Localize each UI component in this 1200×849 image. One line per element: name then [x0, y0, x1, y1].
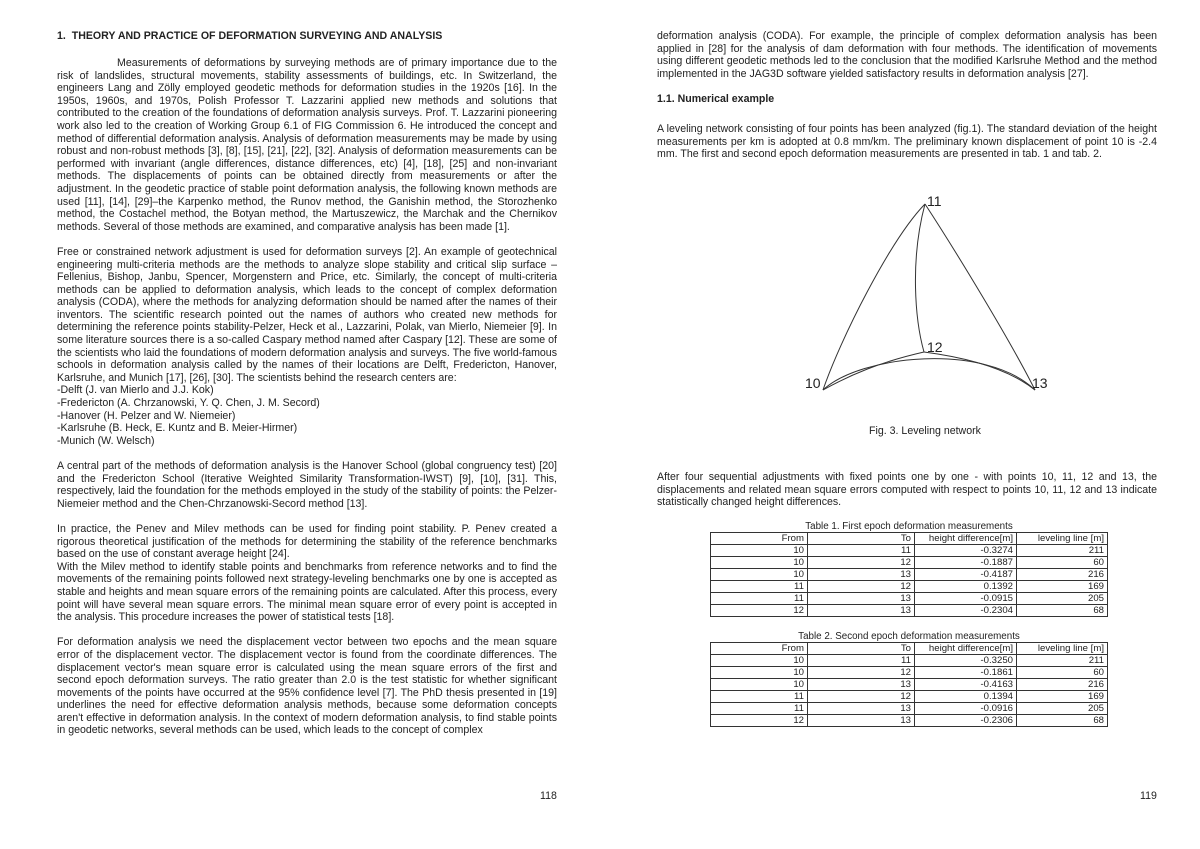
- cell-to: 13: [808, 703, 915, 715]
- right-column-intro: [657, 30, 1157, 80]
- table1-caption: Table 1. First epoch deformation measurements: [805, 521, 1013, 532]
- table1: [710, 532, 1108, 617]
- cell-to: 12: [808, 667, 915, 679]
- paragraph-coda: deformation analysis (CODA). For example, the principle of complex deformation analysis has been applied in [28] for the analysis of dam deformation with four methods. The identification of movements using different geodetic methods led to the conclusion that the modified Karlsruhe Method and the method implemented in the JAG3D software yielded satisfactory results in deformation analysis [27].: [657, 30, 1157, 80]
- cell-from: 11: [711, 691, 808, 703]
- cell-height-difference: 0.1394: [915, 691, 1017, 703]
- table-row: [711, 691, 1108, 703]
- table2-header-row: [711, 643, 1108, 655]
- cell-from: 10: [711, 557, 808, 569]
- table-row: [711, 667, 1108, 679]
- cell-to: 12: [808, 691, 915, 703]
- cell-leveling-line: 216: [1017, 679, 1108, 691]
- cell-height-difference: -0.3250: [915, 655, 1017, 667]
- cell-height-difference: -0.1887: [915, 557, 1017, 569]
- cell-height-difference: -0.4187: [915, 569, 1017, 581]
- cell-from: 11: [711, 703, 808, 715]
- cell-leveling-line: 205: [1017, 593, 1108, 605]
- cell-to: 13: [808, 715, 915, 727]
- table2: [710, 642, 1108, 727]
- figure-caption: Fig. 3. Leveling network: [869, 425, 981, 437]
- table-row: [711, 605, 1108, 617]
- right-column-example: [657, 123, 1157, 161]
- cell-from: 10: [711, 667, 808, 679]
- line-10-11: [823, 204, 925, 390]
- point-label-11: 11: [927, 193, 942, 209]
- table2-header-to: To: [808, 643, 915, 655]
- table-row: [711, 581, 1108, 593]
- table-row: [711, 593, 1108, 605]
- cell-height-difference: -0.0915: [915, 593, 1017, 605]
- paragraph-milev-method: With the Milev method to identify stable points and benchmarks from reference networks and to find the movements of the remaining points followed next strategy-leveling benchmarks one by one is accepted as stable and heights and mean square errors of the remaining points are calculated. After this process, every point will have several mean square errors. The minimal mean square error of every point is accepted in the analysis. This procedure increases the power of statistical tests [18].: [57, 560, 557, 624]
- school-fredericton: -Fredericton (A. Chrzanowski, Y. Q. Chen, J. M. Secord): [57, 397, 320, 410]
- cell-leveling-line: 60: [1017, 557, 1108, 569]
- table-row: [711, 679, 1108, 691]
- table1-header-to: To: [808, 533, 915, 545]
- table1-block: [710, 521, 1108, 617]
- cell-from: 11: [711, 581, 808, 593]
- cell-from: 12: [711, 715, 808, 727]
- right-page: [600, 0, 1200, 849]
- table-row: [711, 545, 1108, 557]
- table1-header-from: From: [711, 533, 808, 545]
- cell-leveling-line: 68: [1017, 605, 1108, 617]
- table1-header-leveling-line: leveling line [m]: [1017, 533, 1108, 545]
- cell-from: 12: [711, 605, 808, 617]
- cell-from: 10: [711, 569, 808, 581]
- line-11-13: [925, 204, 1035, 390]
- cell-to: 12: [808, 557, 915, 569]
- cell-height-difference: -0.2304: [915, 605, 1017, 617]
- right-column-after: [657, 471, 1157, 509]
- table-row: [711, 715, 1108, 727]
- school-karlsruhe: -Karlsruhe (B. Heck, E. Kuntz and B. Meier-Hirmer): [57, 422, 298, 435]
- paragraph-network-adjustment: Free or constrained network adjustment is used for deformation surveys [2]. An example of geotechnical engineering multi-criteria methods are the methods to analyze slope stability and critical slip surface – Fellenius, Bishop, Janbu, Spencer, Morgenstern and Price, etc. Similarly, the concept of multi-criteria methods can be applied to deformation analysis, which leads to the concept of complex deformation analysis (CODA), where the methods for analyzing deformation should be named after the names of their inventors. The scientific research pointed out the names of authors who created new methods for determining the reference points stability-Pelzer, Heck et al., Lazzarini, Polak, van Mierlo, Niemeier [9]. In some literature sources there is a so-called Caspary method named after Caspary [12]. These are some of the scientists who laid the foundations of modern deformation analysis and surveys. The five world-famous schools in deformation analysis called by the names of their locations are Delft, Fredericton, Hanover, Karlsruhe, and Munich [17], [26], [30]. The scientists behind the research centers are:: [57, 245, 557, 384]
- table-row: [711, 703, 1108, 715]
- cell-leveling-line: 211: [1017, 655, 1108, 667]
- cell-leveling-line: 169: [1017, 691, 1108, 703]
- table2-header-height-difference: height difference[m]: [915, 643, 1017, 655]
- page-number: 118: [540, 790, 557, 802]
- paragraph-adjustments: After four sequential adjustments with fixed points one by one - with points 10, 11, 12 and 13, the displacements and related mean square errors computed with respect to points 10, 11, 12 and 13 indicate statistically changed height differences.: [657, 471, 1157, 509]
- table1-header-row: [711, 533, 1108, 545]
- paragraph-intro: Measurements of deformations by surveying methods are of primary importance due to the risk of landslides, structural movements, stability assessments of buildings, etc. In Switzerland, the engineers Lang and Zölly employed geodetic methods for deformation studies in the 1920s [16]. In the 1950s, 1960s, and 1970s, Polish Professor T. Lazzarini applied new methods and solutions that contributed to the creation of the foundations of deformation analysis surveys. Prof. T. Lazzarini pioneering work also led to the creation of Working Group 6.1 of FIG Commission 6. He introduced the concept and method of differential deformation analysis. Analysis of deformation measurements may be made by using robust and non-robust methods [3], [8], [15], [21], [22], [32]. Analysis of deformation measurements can be performed with invariant (angle differences, distance differences, etc) [4], [18], [25] and non-invariant methods. The displacements of points can be obtained directly from measurements or after the adjustment. In the geodetic practice of stable point deformation analysis, the following known methods are used [11], [14], [29]–the Karpenko method, the Runov method, the Ganishin method, the Storozhenko method, the Costachel method, the Botyan method, the Martuszewicz, the Marchak and the Chernikov methods. Several of those methods are examined, and comparative analysis has been made [1].: [57, 57, 557, 233]
- cell-from: 10: [711, 679, 808, 691]
- cell-from: 10: [711, 545, 808, 557]
- cell-to: 13: [808, 679, 915, 691]
- table2-header-leveling-line: leveling line [m]: [1017, 643, 1108, 655]
- paragraph-numerical-example: A leveling network consisting of four points has been analyzed (fig.1). The standard deviation of the height measurements per km is adopted at 0.8 mm/km. The preliminary known displacement of point 10 is -2.4 mm. The first and second epoch deformation measurements are presented in tab. 1 and tab. 2.: [657, 123, 1157, 161]
- table2-header-from: From: [711, 643, 808, 655]
- cell-height-difference: -0.3274: [915, 545, 1017, 557]
- table-row: [711, 569, 1108, 581]
- paragraph-penev-milev: In practice, the Penev and Milev methods can be used for finding point stability. P. Penev created a rigorous theoretical justification of the methods for determining the stability of the reference benchmarks based on the use of constant average height [24].: [57, 522, 557, 561]
- cell-from: 10: [711, 655, 808, 667]
- table2-block: [710, 631, 1108, 727]
- cell-to: 13: [808, 605, 915, 617]
- school-hanover: -Hanover (H. Pelzer and W. Niemeier): [57, 409, 236, 422]
- cell-leveling-line: 68: [1017, 715, 1108, 727]
- school-munich: -Munich (W. Welsch): [57, 434, 155, 447]
- point-label-10: 10: [805, 375, 821, 391]
- school-delft: -Delft (J. van Mierlo and J.J. Kok): [57, 384, 214, 397]
- cell-leveling-line: 216: [1017, 569, 1108, 581]
- cell-to: 11: [808, 545, 915, 557]
- cell-height-difference: -0.4163: [915, 679, 1017, 691]
- cell-leveling-line: 60: [1017, 667, 1108, 679]
- cell-height-difference: 0.1392: [915, 581, 1017, 593]
- point-label-12: 12: [927, 339, 943, 355]
- cell-height-difference: -0.2306: [915, 715, 1017, 727]
- paragraph-displacement-vector: For deformation analysis we need the displacement vector between two epochs and the mean square error of the displacement vector. The displacement vector is found from the coordinate differences. The displacement vector's mean square error is calculated using the mean square errors of the first and second epoch deformation surveys. The ratio greater than 2.0 is the test statistic for whether significant movements of the points have occurred at the 95% confidence level [7]. The PhD thesis presented in [19] underlines the need for effective deformation analysis methods, because some deformation concepts aren't effective in deformation analysis. In the context of modern deformation analysis, to find stable points in geodetic networks, several methods can be used, which leads to the concept of complex: [57, 636, 557, 737]
- cell-leveling-line: 211: [1017, 545, 1108, 557]
- page-number: 119: [1140, 790, 1157, 802]
- cell-leveling-line: 169: [1017, 581, 1108, 593]
- paragraph-hanover-school: A central part of the methods of deformation analysis is the Hanover School (global congruency test) [20] and the Fredericton School (Iterative Weighted Similarity Transformation-IWST) [9], [10], [31]. This, respectively, laid the foundation for the methods employed in the study of the stability of points: the Pelzer-Niemeier method and the Chen-Chrzanowski-Secord method [13].: [57, 460, 557, 510]
- cell-to: 13: [808, 593, 915, 605]
- table-row: [711, 655, 1108, 667]
- table2-caption: Table 2. Second epoch deformation measurements: [798, 631, 1020, 642]
- leveling-network-figure: [800, 190, 1060, 400]
- table-row: [711, 557, 1108, 569]
- cell-from: 11: [711, 593, 808, 605]
- cell-height-difference: -0.0916: [915, 703, 1017, 715]
- section-heading: 1. THEORY AND PRACTICE OF DEFORMATION SURVEYING AND ANALYSIS: [57, 30, 443, 42]
- cell-to: 12: [808, 581, 915, 593]
- line-11-12: [915, 204, 925, 352]
- table1-header-height-difference: height difference[m]: [915, 533, 1017, 545]
- line-10-12: [823, 352, 924, 390]
- left-column: [57, 57, 557, 737]
- subsection-heading: 1.1. Numerical example: [657, 93, 775, 105]
- cell-to: 13: [808, 569, 915, 581]
- cell-to: 11: [808, 655, 915, 667]
- cell-leveling-line: 205: [1017, 703, 1108, 715]
- point-label-13: 13: [1032, 375, 1048, 391]
- cell-height-difference: -0.1861: [915, 667, 1017, 679]
